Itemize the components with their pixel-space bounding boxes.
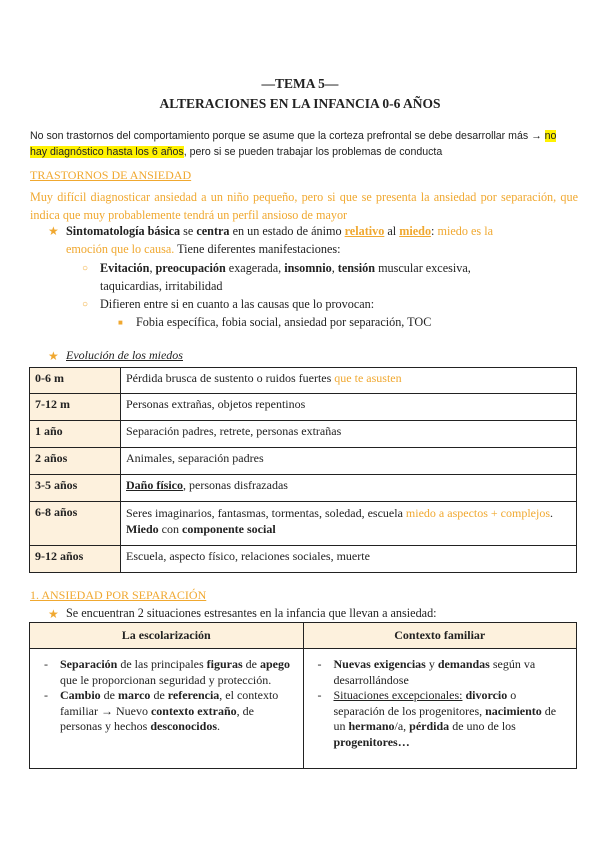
bold-text: Separación bbox=[60, 657, 118, 671]
text: : bbox=[431, 224, 438, 238]
bold-text: divorcio bbox=[465, 688, 508, 702]
star-bullet-icon: ★ bbox=[48, 224, 59, 238]
disorders-item: Fobia específica, fobia social, ansiedad por separación, TOC bbox=[136, 315, 432, 329]
text: en un estado de ánimo bbox=[229, 224, 345, 238]
manifestations-item bbox=[100, 259, 578, 277]
bold-text: preocupación bbox=[155, 261, 226, 275]
table-header-row bbox=[30, 623, 577, 649]
bold-text: contexto extraño bbox=[150, 703, 237, 718]
bold-text: tensión bbox=[337, 261, 376, 275]
age-cell: 9-12 años bbox=[30, 546, 121, 573]
text: de bbox=[242, 657, 260, 671]
text: Seres imaginarios, fantasmas, tormentas, soledad, escuela bbox=[126, 506, 406, 520]
age-cell: 0-6 m bbox=[30, 368, 121, 394]
star-bullet-icon: ★ bbox=[48, 607, 59, 621]
orange-bold-text: miedo bbox=[399, 224, 432, 238]
intro-text: No son trastornos del comportamiento porque se asume que la corteza prefrontal se debe desarrollar más → bbox=[30, 130, 545, 142]
section-heading-anxiety: TRASTORNOS DE ANSIEDAD bbox=[30, 168, 192, 182]
fear-cell: Personas extrañas, objetos repentinos bbox=[121, 394, 577, 421]
orange-text: miedo a aspectos + complejos bbox=[405, 506, 550, 520]
age-cell: 3-5 años bbox=[30, 475, 121, 502]
text: , personas disfrazadas bbox=[183, 478, 288, 492]
bold-text: desconocidos bbox=[150, 719, 217, 733]
intro-text-end: , pero si se pueden trabajar los problemas de conducta bbox=[183, 146, 443, 158]
bold-text: demandas bbox=[437, 657, 490, 671]
text: al bbox=[384, 224, 400, 238]
intro-highlight: no hay diagnóstico hasta los 6 años bbox=[30, 130, 557, 158]
section-heading-separation: 1. ANSIEDAD POR SEPARACIÓN bbox=[30, 588, 207, 602]
bold-text: Nuevas exigencias bbox=[333, 657, 426, 671]
page-title: ALTERACIONES EN LA INFANCIA 0-6 AÑOS bbox=[159, 96, 441, 111]
table-row bbox=[30, 475, 577, 502]
dash-bullet: - bbox=[317, 688, 322, 702]
dash-bullet: - bbox=[44, 688, 48, 702]
family-cell bbox=[303, 649, 577, 769]
bold-text: nacimiento bbox=[485, 703, 542, 718]
table-row bbox=[30, 546, 577, 573]
text: de uno de los bbox=[449, 719, 516, 733]
text: de un bbox=[333, 703, 557, 733]
list-item bbox=[314, 688, 567, 750]
bold-text: componente social bbox=[182, 522, 276, 536]
orange-text: miedo es la bbox=[437, 224, 493, 238]
age-cell: 1 año bbox=[30, 421, 121, 448]
separation-table bbox=[29, 622, 577, 769]
text: con bbox=[158, 522, 182, 536]
age-cell: 2 años bbox=[30, 448, 121, 475]
school-cell bbox=[30, 649, 304, 769]
bold-text: insomnio bbox=[284, 261, 332, 275]
bold-text: marco bbox=[118, 688, 151, 702]
table-row bbox=[30, 502, 577, 546]
text: , el contexto familiar → Nuevo bbox=[60, 688, 279, 718]
symptom-bullet bbox=[66, 222, 578, 240]
bold-text: progenitores… bbox=[333, 734, 410, 749]
bold-text: hermano bbox=[348, 719, 395, 733]
text: , bbox=[149, 261, 156, 275]
fear-cell: Animales, separación padres bbox=[121, 448, 577, 475]
causes-item: Difieren entre si en cuanto a las causas que lo provocan: bbox=[100, 297, 375, 311]
text: , de personas y hechos bbox=[60, 703, 254, 733]
bold-text: apego bbox=[259, 657, 290, 671]
stress-situations-bullet: Se encuentran 2 situaciones estresantes en la infancia que llevan a ansiedad: bbox=[66, 606, 437, 620]
age-cell: 6-8 años bbox=[30, 502, 121, 546]
text: de las principales bbox=[117, 657, 207, 671]
dash-bullet: - bbox=[317, 657, 322, 671]
bold-text: centra bbox=[196, 224, 230, 238]
text: , bbox=[331, 261, 338, 275]
manifestations-item-line2: taquicardias, irritabilidad bbox=[100, 279, 223, 293]
orange-text: que te asusten bbox=[334, 371, 402, 385]
text: de bbox=[150, 688, 168, 702]
fear-cell bbox=[121, 502, 577, 546]
bold-text: Daño físico bbox=[126, 478, 183, 492]
col-header-family: Contexto familiar bbox=[303, 623, 577, 649]
text: de bbox=[100, 688, 118, 702]
bold-text: pérdida bbox=[409, 719, 450, 733]
symptom-bullet-line2 bbox=[66, 240, 578, 258]
circle-bullet-icon: ○ bbox=[82, 299, 89, 310]
bold-text: figuras bbox=[206, 657, 243, 671]
text: Tiene diferentes manifestaciones: bbox=[174, 242, 341, 256]
fears-evolution-heading: Evolución de los miedos bbox=[66, 348, 183, 362]
text: según va desarrollándose bbox=[333, 657, 536, 687]
table-row bbox=[30, 649, 577, 769]
text: que le proporcionan seguridad y protección. bbox=[60, 672, 272, 687]
fear-cell bbox=[121, 475, 577, 502]
orange-bold-text: relativo bbox=[344, 224, 385, 238]
square-bullet-icon: ■ bbox=[118, 318, 123, 327]
fear-cell bbox=[121, 368, 577, 394]
bold-text: referencia bbox=[167, 688, 220, 702]
text: . bbox=[550, 506, 553, 520]
text: se bbox=[180, 224, 197, 238]
bold-text: Sintomatología básica bbox=[66, 224, 181, 238]
table-row bbox=[30, 448, 577, 475]
star-bullet-icon: ★ bbox=[48, 349, 59, 363]
col-header-school: La escolarización bbox=[30, 623, 304, 649]
list-item bbox=[40, 657, 293, 688]
table-row bbox=[30, 421, 577, 448]
table-row bbox=[30, 394, 577, 421]
text: o separación de los progenitores, bbox=[333, 688, 517, 718]
fears-evolution-table bbox=[29, 367, 577, 573]
bold-text: Evitación bbox=[100, 261, 150, 275]
underlined-text: Situaciones excepcionales: bbox=[333, 688, 463, 702]
table-row bbox=[30, 368, 577, 394]
list-item bbox=[40, 688, 293, 735]
text: . bbox=[217, 719, 220, 733]
fear-cell: Separación padres, retrete, personas extrañas bbox=[121, 421, 577, 448]
bold-text: Miedo bbox=[126, 522, 159, 536]
text: Pérdida brusca de sustento o ruidos fuertes bbox=[126, 371, 335, 385]
orange-text: emoción que lo causa. bbox=[66, 242, 175, 256]
intro-paragraph bbox=[30, 128, 575, 160]
topic-number: —TEMA 5— bbox=[261, 76, 339, 91]
bold-text: Cambio bbox=[60, 688, 101, 702]
dash-bullet: - bbox=[44, 657, 48, 671]
text: /a, bbox=[394, 719, 410, 733]
fear-cell: Escuela, aspecto físico, relaciones sociales, muerte bbox=[121, 546, 577, 573]
text: y bbox=[425, 657, 438, 671]
age-cell: 7-12 m bbox=[30, 394, 121, 421]
text: exagerada, bbox=[225, 261, 285, 275]
list-item bbox=[314, 657, 567, 688]
circle-bullet-icon: ○ bbox=[82, 263, 89, 274]
text: muscular excesiva, bbox=[375, 261, 471, 275]
anxiety-paragraph: Muy difícil diagnosticar ansiedad a un niño pequeño, pero si que se presenta la ansiedad por separación, que indica que muy probablemente tendrá un perfil ansioso de mayor bbox=[30, 190, 578, 222]
